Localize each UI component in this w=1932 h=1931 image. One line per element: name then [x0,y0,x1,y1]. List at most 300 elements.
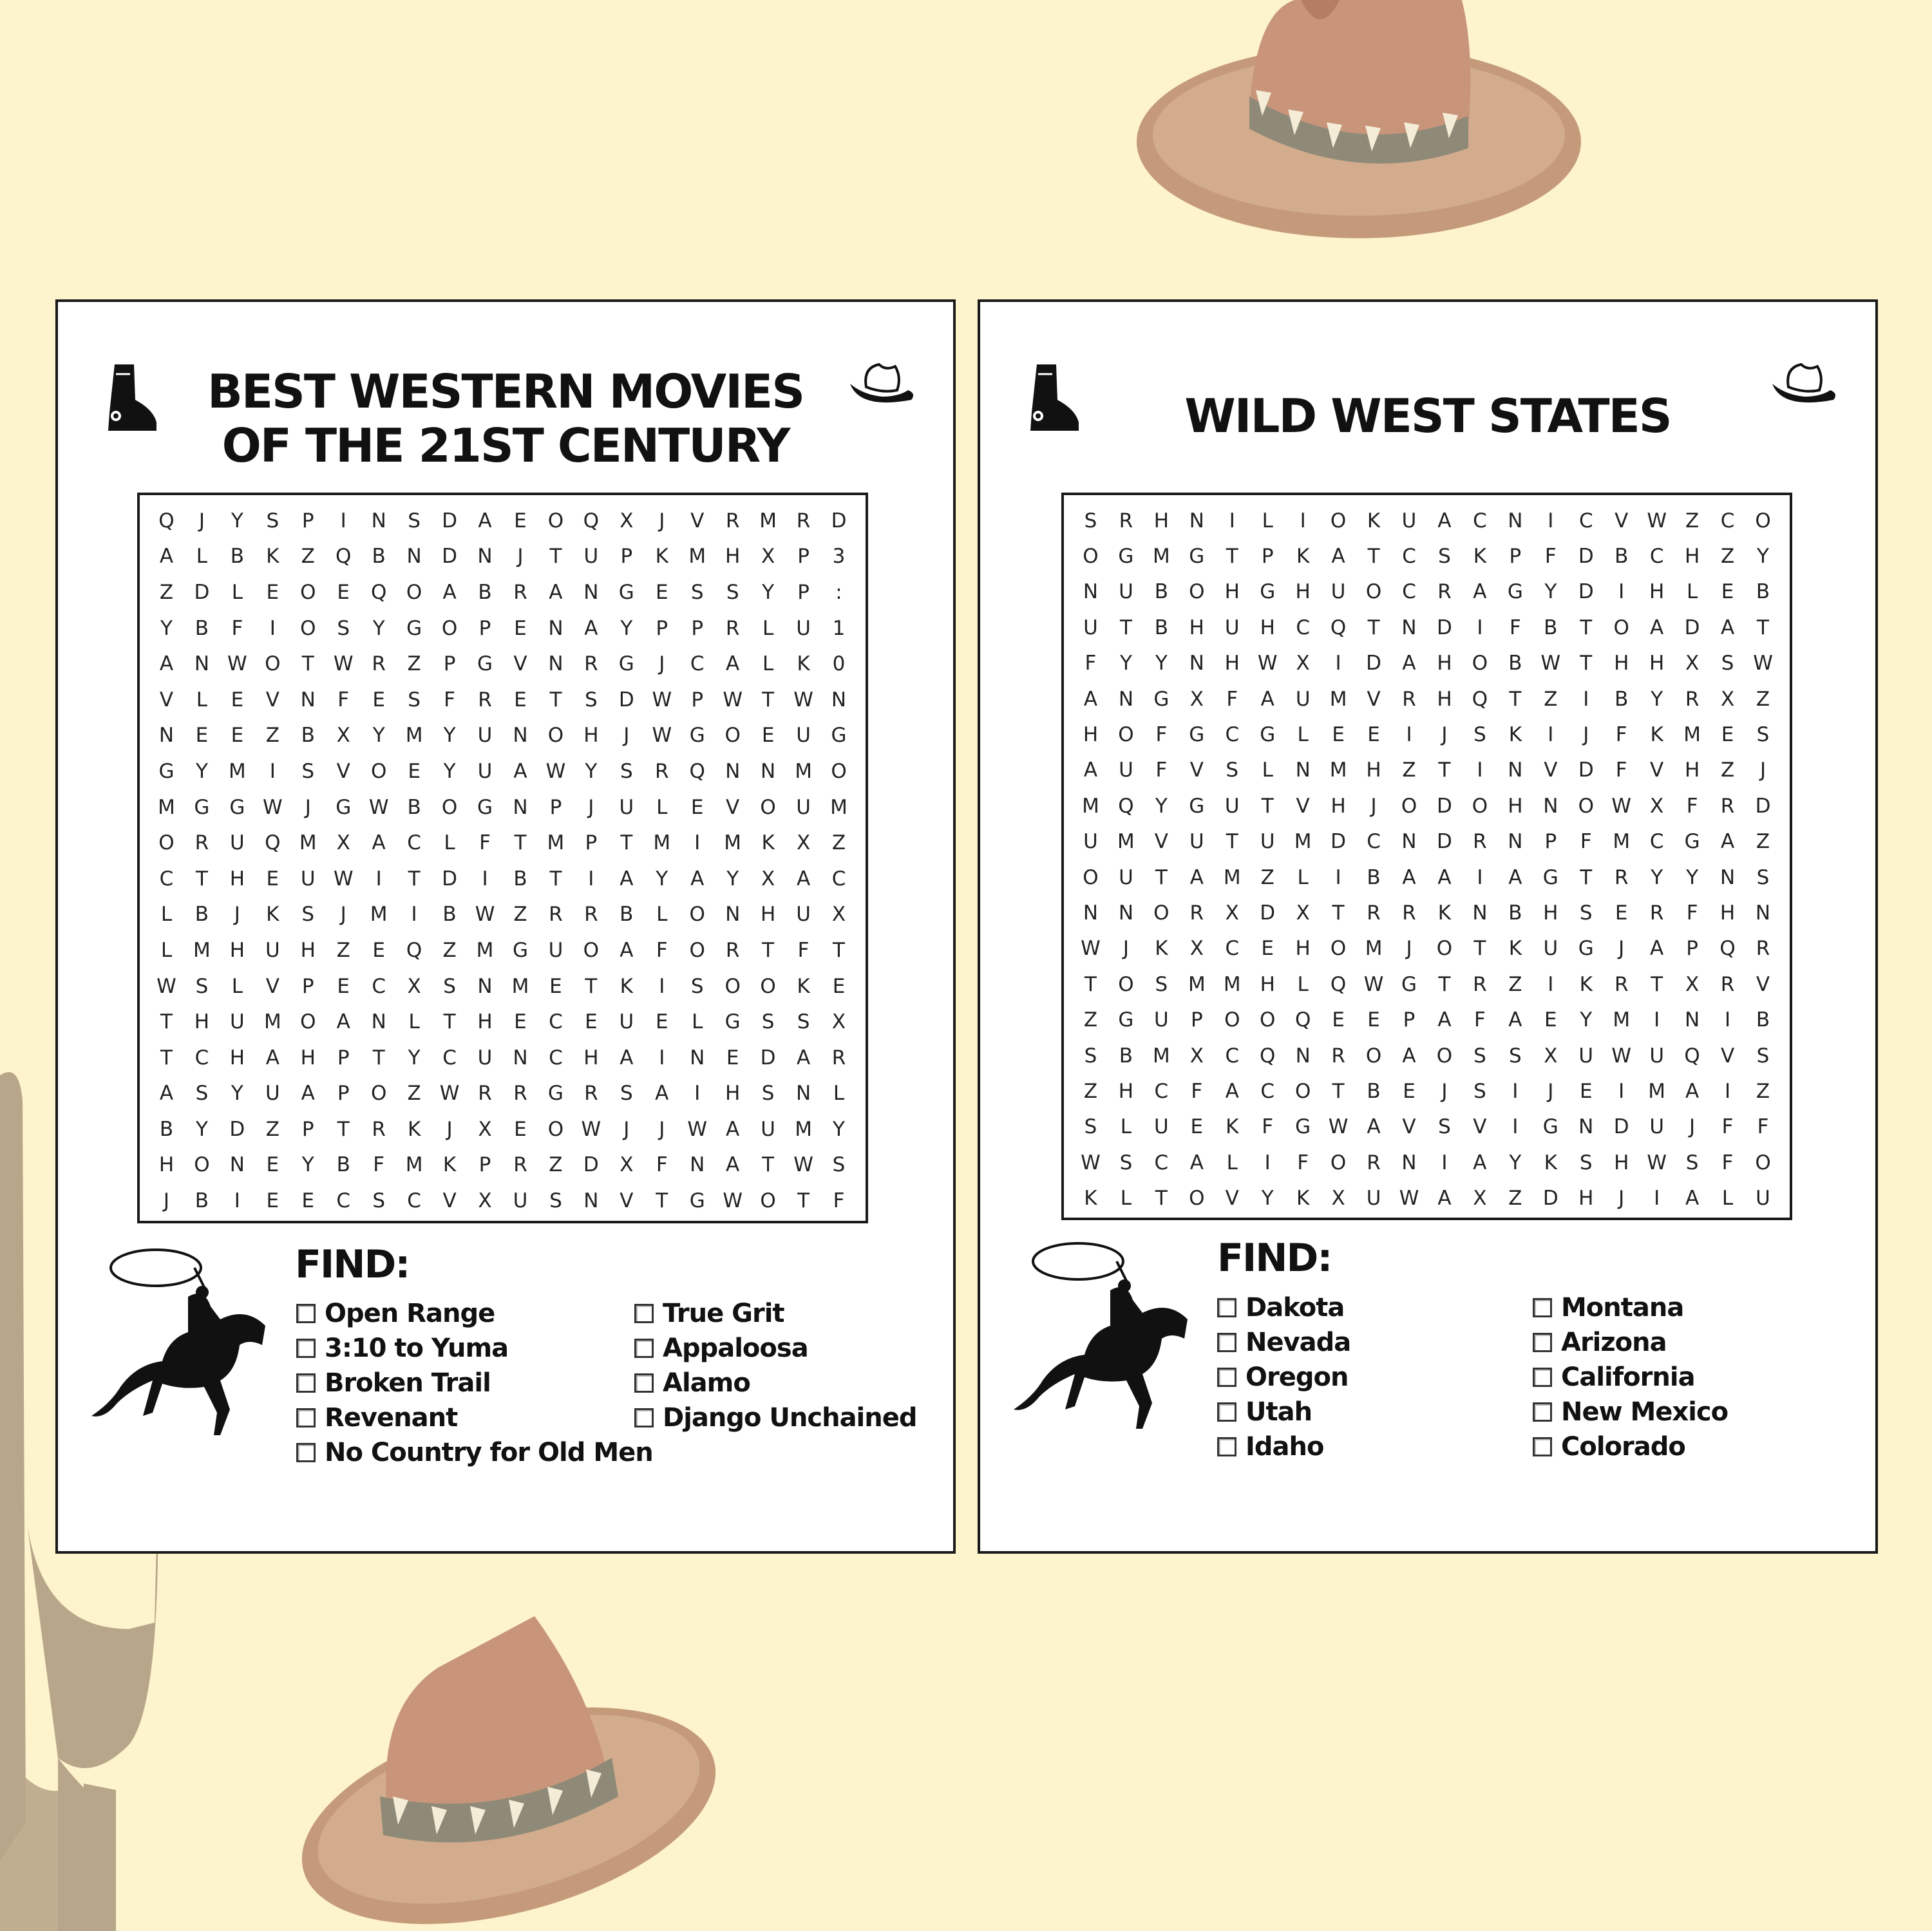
grid-cell[interactable]: G [158,759,175,783]
grid-cell[interactable]: A [1650,937,1664,961]
grid-cell[interactable]: J [1441,723,1448,747]
grid-cell[interactable]: Z [1260,865,1274,889]
grid-cell[interactable]: T [195,867,208,890]
grid-cell[interactable]: K [761,831,775,855]
grid-cell[interactable]: N [1508,830,1523,854]
grid-cell[interactable]: B [194,1189,209,1213]
grid-cell[interactable]: Z [336,938,350,962]
grid-cell[interactable]: T [514,831,527,855]
word-checkbox[interactable] [296,1373,316,1393]
grid-cell[interactable]: S [690,580,704,604]
grid-cell[interactable]: P [301,1117,314,1141]
grid-cell[interactable]: E [1544,1008,1557,1032]
grid-cell[interactable]: M [1329,758,1347,782]
grid-cell[interactable]: N [761,759,776,783]
grid-cell[interactable]: H [1331,794,1346,818]
grid-cell[interactable]: O [1436,1044,1453,1068]
grid-cell[interactable]: S [195,1082,209,1106]
grid-cell[interactable]: K [1226,1115,1239,1139]
grid-cell[interactable]: U [1331,580,1346,604]
grid-cell[interactable]: E [231,724,244,748]
grid-cell[interactable]: Y [1155,652,1168,675]
grid-cell[interactable]: Y [1509,1151,1522,1174]
grid-cell[interactable]: T [549,867,562,890]
grid-cell[interactable]: N [1543,794,1558,818]
grid-cell[interactable]: I [1618,1079,1625,1103]
grid-cell[interactable]: X [1189,1044,1204,1068]
word-checkbox[interactable] [1533,1402,1552,1422]
grid-cell[interactable]: F [1615,758,1627,782]
grid-cell[interactable]: O [300,616,316,640]
grid-cell[interactable]: N [513,1046,528,1069]
grid-cell[interactable]: O [406,580,422,604]
grid-cell[interactable]: S [1226,758,1239,782]
grid-cell[interactable]: L [1297,865,1309,889]
grid-cell[interactable]: R [372,652,386,676]
grid-cell[interactable]: D [229,1117,245,1141]
grid-cell[interactable]: V [442,1189,457,1213]
grid-cell[interactable]: M [795,759,812,783]
grid-cell[interactable]: C [1402,545,1416,569]
grid-cell[interactable]: L [1686,580,1698,604]
grid-cell[interactable]: G [1684,830,1700,854]
grid-cell[interactable]: T [1226,830,1238,854]
grid-cell[interactable]: D [618,688,634,711]
grid-cell[interactable]: M [511,974,529,998]
grid-cell[interactable]: W [1328,1115,1349,1139]
grid-cell[interactable]: R [1331,1044,1345,1068]
grid-cell[interactable]: T [1332,901,1345,925]
grid-cell[interactable]: T [408,867,421,890]
grid-cell[interactable]: M [724,831,742,855]
grid-cell[interactable]: B [442,903,457,927]
grid-cell[interactable]: C [407,1189,421,1213]
grid-cell[interactable]: O [547,509,564,532]
grid-cell[interactable]: E [1721,723,1734,747]
grid-cell[interactable]: N [725,903,741,927]
grid-cell[interactable]: U [1260,830,1275,854]
grid-cell[interactable]: O [1153,901,1170,925]
grid-cell[interactable]: G [1189,545,1205,569]
grid-cell[interactable]: M [193,938,211,962]
grid-cell[interactable]: S [1509,1044,1522,1068]
grid-cell[interactable]: F [373,1153,385,1177]
grid-cell[interactable]: U [1295,687,1311,711]
grid-cell[interactable]: N [1401,830,1417,854]
grid-cell[interactable]: G [512,938,528,962]
grid-cell[interactable]: N [1189,509,1204,532]
grid-cell[interactable]: A [1225,1079,1239,1103]
grid-cell[interactable]: O [1472,794,1488,818]
grid-cell[interactable]: O [547,724,564,748]
grid-cell[interactable]: S [1756,865,1770,889]
grid-cell[interactable]: I [1406,723,1412,747]
grid-cell[interactable]: O [370,759,387,783]
grid-cell[interactable]: H [300,938,316,962]
grid-cell[interactable]: E [195,724,209,748]
grid-cell[interactable]: H [1719,901,1736,925]
grid-cell[interactable]: P [443,652,456,676]
grid-cell[interactable]: N [1401,1151,1417,1174]
grid-cell[interactable]: H [1614,1151,1629,1174]
grid-cell[interactable]: N [1083,901,1099,925]
grid-cell[interactable]: O [1294,1079,1311,1103]
grid-cell[interactable]: O [1365,580,1382,604]
grid-cell[interactable]: B [194,616,209,640]
grid-cell[interactable]: O [1436,937,1453,961]
grid-cell[interactable]: N [1578,1115,1594,1139]
grid-cell[interactable]: V [620,1189,634,1213]
grid-cell[interactable]: S [1084,509,1097,532]
grid-cell[interactable]: J [1583,723,1589,747]
grid-cell[interactable]: P [797,545,810,569]
grid-cell[interactable]: L [762,616,774,640]
grid-cell[interactable]: H [1295,937,1311,961]
grid-cell[interactable]: H [760,903,776,927]
grid-cell[interactable]: Y [585,759,598,783]
grid-cell[interactable]: E [690,795,704,819]
grid-cell[interactable]: A [513,759,527,783]
grid-cell[interactable]: T [1473,937,1486,961]
grid-cell[interactable]: K [407,1117,421,1141]
grid-cell[interactable]: D [442,545,457,569]
grid-cell[interactable]: U [1119,580,1133,604]
grid-cell[interactable]: X [1685,972,1700,996]
grid-cell[interactable]: U [796,903,811,927]
grid-cell[interactable]: Z [1756,830,1770,854]
grid-cell[interactable]: U [1154,1115,1169,1139]
grid-cell[interactable]: A [1083,758,1098,782]
grid-cell[interactable]: 1 [832,616,846,640]
grid-cell[interactable]: Y [762,580,775,604]
grid-cell[interactable]: A [796,867,811,890]
grid-cell[interactable]: W [1257,652,1278,675]
grid-cell[interactable]: N [548,652,564,676]
grid-cell[interactable]: P [478,1153,491,1177]
grid-cell[interactable]: S [832,1153,846,1177]
grid-cell[interactable]: U [796,795,811,819]
grid-cell[interactable]: A [1473,1151,1487,1174]
grid-cell[interactable]: W [793,1153,813,1177]
grid-cell[interactable]: Q [158,509,175,532]
grid-cell[interactable]: E [514,1010,527,1034]
grid-cell[interactable]: O [1224,1008,1240,1032]
grid-cell[interactable]: L [1262,509,1273,532]
grid-cell[interactable]: N [583,1189,599,1213]
grid-cell[interactable]: W [652,688,672,711]
grid-cell[interactable]: O [1083,545,1099,569]
grid-cell[interactable]: M [830,795,848,819]
grid-cell[interactable]: V [265,974,279,998]
grid-cell[interactable]: Y [372,724,385,748]
grid-cell[interactable]: I [1300,509,1306,532]
word-checkbox[interactable] [1217,1437,1236,1456]
grid-cell[interactable]: A [442,580,457,604]
grid-cell[interactable]: U [1119,758,1133,782]
grid-cell[interactable]: P [585,831,598,855]
grid-cell[interactable]: O [158,831,175,855]
grid-cell[interactable]: T [1155,865,1168,889]
grid-cell[interactable]: X [336,831,350,855]
grid-cell[interactable]: E [1190,1115,1204,1139]
grid-cell[interactable]: Z [549,1153,563,1177]
grid-cell[interactable]: M [1188,972,1206,996]
grid-cell[interactable]: O [760,1189,776,1213]
grid-cell[interactable]: : [835,580,842,604]
grid-cell[interactable]: T [1580,616,1593,639]
grid-cell[interactable]: Q [689,759,705,783]
grid-cell[interactable]: K [442,1153,457,1177]
grid-cell[interactable]: Z [407,652,421,676]
grid-cell[interactable]: Y [1580,1008,1593,1032]
grid-cell[interactable]: W [475,903,495,927]
grid-cell[interactable]: M [1683,723,1701,747]
grid-cell[interactable]: R [513,1082,527,1106]
grid-cell[interactable]: D [1578,545,1594,569]
grid-cell[interactable]: A [1685,1079,1700,1103]
grid-cell[interactable]: C [159,867,174,890]
grid-cell[interactable]: O [760,795,776,819]
grid-cell[interactable]: 0 [832,652,846,676]
grid-cell[interactable]: N [1083,580,1099,604]
word-checkbox[interactable] [1217,1402,1236,1422]
grid-cell[interactable]: S [1084,1115,1097,1139]
word-checkbox[interactable] [296,1443,316,1462]
grid-cell[interactable]: G [336,795,352,819]
grid-cell[interactable]: A [1720,616,1735,639]
grid-cell[interactable]: U [796,724,811,748]
grid-cell[interactable]: W [652,724,672,748]
grid-cell[interactable]: T [1438,758,1451,782]
grid-cell[interactable]: J [1759,758,1766,782]
grid-cell[interactable]: N [725,759,741,783]
grid-cell[interactable]: K [1155,937,1168,961]
grid-cell[interactable]: U [1401,509,1417,532]
grid-cell[interactable]: E [1367,1008,1380,1032]
grid-cell[interactable]: U [265,1082,280,1106]
grid-cell[interactable]: P [301,509,314,532]
grid-cell[interactable]: Z [442,938,457,962]
grid-cell[interactable]: J [623,724,630,748]
grid-cell[interactable]: U [619,795,634,819]
grid-cell[interactable]: R [725,616,740,640]
grid-cell[interactable]: A [620,1046,634,1069]
grid-cell[interactable]: K [655,545,668,569]
grid-cell[interactable]: U [619,1010,634,1034]
grid-cell[interactable]: G [1189,723,1205,747]
grid-cell[interactable]: N [1401,616,1417,639]
grid-cell[interactable]: U [230,1010,245,1034]
grid-cell[interactable]: A [1083,687,1098,711]
grid-cell[interactable]: M [1223,972,1241,996]
grid-cell[interactable]: A [1402,1044,1416,1068]
grid-cell[interactable]: V [1650,758,1664,782]
grid-cell[interactable]: H [1083,723,1099,747]
grid-cell[interactable]: E [1332,723,1345,747]
grid-cell[interactable]: A [301,1082,315,1106]
grid-cell[interactable]: I [375,867,382,890]
grid-cell[interactable]: H [583,1046,599,1069]
grid-cell[interactable]: J [446,1117,453,1141]
grid-cell[interactable]: R [513,1153,527,1177]
grid-cell[interactable]: E [408,759,421,783]
grid-cell[interactable]: S [408,509,421,532]
grid-cell[interactable]: R [1402,687,1416,711]
grid-cell[interactable]: B [194,903,209,927]
grid-cell[interactable]: W [1611,794,1632,818]
grid-cell[interactable]: V [1189,758,1204,782]
grid-cell[interactable]: R [1720,794,1735,818]
grid-cell[interactable]: P [337,1082,350,1106]
grid-cell[interactable]: N [1508,758,1523,782]
grid-cell[interactable]: T [1226,545,1238,569]
grid-cell[interactable]: G [689,1189,705,1213]
grid-cell[interactable]: N [1472,901,1488,925]
grid-cell[interactable]: R [372,1117,386,1141]
grid-cell[interactable]: A [336,1010,350,1034]
grid-cell[interactable]: E [372,938,385,962]
grid-cell[interactable]: T [1367,545,1380,569]
grid-cell[interactable]: B [1367,865,1381,889]
grid-cell[interactable]: J [1122,937,1129,961]
grid-cell[interactable]: C [690,652,705,676]
grid-cell[interactable]: R [513,580,527,604]
grid-cell[interactable]: O [1083,865,1099,889]
grid-cell[interactable]: S [195,974,209,998]
grid-cell[interactable]: X [831,1010,846,1034]
grid-cell[interactable]: Q [370,580,387,604]
grid-cell[interactable]: T [1119,616,1132,639]
grid-cell[interactable]: D [1260,901,1276,925]
grid-cell[interactable]: S [549,1189,562,1213]
grid-cell[interactable]: L [231,580,243,604]
grid-cell[interactable]: C [407,831,421,855]
grid-cell[interactable]: R [1473,830,1487,854]
grid-cell[interactable]: H [1260,616,1275,639]
grid-cell[interactable]: E [266,867,279,890]
grid-cell[interactable]: F [1473,1008,1486,1032]
grid-cell[interactable]: O [1755,509,1771,532]
grid-cell[interactable]: Y [443,759,456,783]
grid-cell[interactable]: T [656,1189,668,1213]
grid-cell[interactable]: U [1649,1115,1665,1139]
grid-cell[interactable]: C [372,974,386,998]
grid-cell[interactable]: E [655,580,668,604]
grid-cell[interactable]: R [1367,1151,1381,1174]
grid-cell[interactable]: I [411,903,417,927]
grid-cell[interactable]: A [1367,1115,1381,1139]
grid-cell[interactable]: F [1757,1115,1769,1139]
grid-cell[interactable]: F [231,616,243,640]
grid-cell[interactable]: Z [159,580,174,604]
grid-cell[interactable]: B [159,1117,174,1141]
grid-cell[interactable]: Y [231,1082,243,1106]
grid-cell[interactable]: X [761,867,775,890]
grid-cell[interactable]: H [300,1046,316,1069]
grid-cell[interactable]: W [1611,1044,1632,1068]
grid-cell[interactable]: E [832,974,846,998]
grid-cell[interactable]: H [1118,1079,1134,1103]
grid-cell[interactable]: M [370,903,388,927]
grid-cell[interactable]: L [692,1010,703,1034]
grid-cell[interactable]: G [1578,937,1594,961]
grid-cell[interactable]: C [1260,1079,1275,1103]
grid-cell[interactable]: G [547,1082,564,1106]
grid-cell[interactable]: W [545,759,566,783]
grid-cell[interactable]: F [1580,830,1592,854]
grid-cell[interactable]: L [196,545,208,569]
grid-cell[interactable]: F [337,688,350,711]
grid-cell[interactable]: S [761,1010,775,1034]
grid-cell[interactable]: L [656,903,668,927]
grid-cell[interactable]: X [1544,1044,1558,1068]
grid-cell[interactable]: N [690,1046,705,1069]
grid-cell[interactable]: N [194,652,210,676]
grid-cell[interactable]: Q [1472,687,1488,711]
grid-cell[interactable]: N [690,1153,705,1177]
grid-cell[interactable]: E [231,688,244,711]
grid-cell[interactable]: F [656,938,668,962]
grid-cell[interactable]: W [687,1117,708,1141]
grid-cell[interactable]: D [1366,652,1381,675]
grid-cell[interactable]: W [581,1117,601,1141]
grid-cell[interactable]: J [659,652,665,676]
grid-cell[interactable]: Y [1544,580,1557,604]
grid-cell[interactable]: Z [1508,1187,1522,1210]
grid-cell[interactable]: X [620,509,634,532]
grid-cell[interactable]: O [265,652,281,676]
grid-cell[interactable]: C [1720,509,1735,532]
grid-cell[interactable]: Y [656,867,668,890]
grid-cell[interactable]: E [337,974,350,998]
grid-cell[interactable]: S [1473,723,1486,747]
grid-cell[interactable]: U [1083,830,1098,854]
grid-cell[interactable]: Q [583,509,600,532]
grid-cell[interactable]: Z [513,903,527,927]
grid-cell[interactable]: K [266,545,279,569]
grid-cell[interactable]: O [1189,1187,1205,1210]
grid-cell[interactable]: H [229,938,245,962]
grid-cell[interactable]: E [337,580,350,604]
grid-cell[interactable]: Y [195,759,208,783]
grid-cell[interactable]: N [1685,1008,1700,1032]
grid-cell[interactable]: C [1649,545,1664,569]
grid-cell[interactable]: L [160,903,173,927]
grid-cell[interactable]: W [793,688,813,711]
grid-cell[interactable]: H [1649,580,1665,604]
grid-cell[interactable]: M [688,545,706,569]
grid-cell[interactable]: U [1224,794,1240,818]
grid-cell[interactable]: O [689,903,705,927]
grid-cell[interactable]: S [1579,1151,1593,1174]
grid-cell[interactable]: A [796,1046,811,1069]
grid-cell[interactable]: R [584,652,598,676]
grid-cell[interactable]: A [478,509,492,532]
grid-cell[interactable]: X [336,724,350,748]
grid-cell[interactable]: P [1190,1008,1203,1032]
grid-cell[interactable]: Q [1719,937,1736,961]
grid-cell[interactable]: D [1437,616,1452,639]
grid-cell[interactable]: A [655,1082,669,1106]
grid-cell[interactable]: B [230,545,244,569]
grid-cell[interactable]: A [1508,865,1522,889]
grid-cell[interactable]: U [477,1046,493,1069]
grid-cell[interactable]: D [1578,580,1594,604]
grid-cell[interactable]: L [656,795,668,819]
grid-cell[interactable]: R [1367,901,1381,925]
grid-cell[interactable]: H [1649,652,1665,675]
grid-cell[interactable]: D [442,867,457,890]
